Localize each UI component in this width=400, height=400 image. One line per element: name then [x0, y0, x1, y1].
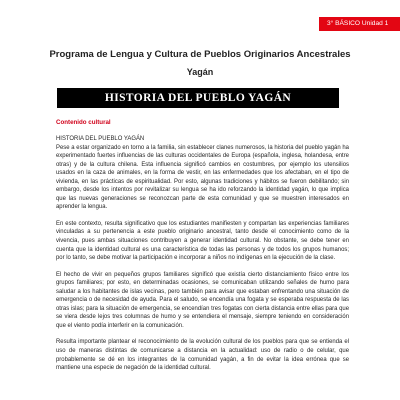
title-banner: HISTORIA DEL PUEBLO YAGÁN [57, 88, 339, 108]
content-heading: HISTORIA DEL PUEBLO YAGÁN [56, 136, 145, 142]
section-label: Contenido cultural [56, 119, 111, 126]
paragraph: En este contexto, resulta significativo que los estudiantes manifiesten y compartan las experiencias familiares vinculadas a su pertenencia a este pueblo originario ancestral, tanto desde el conocimiento como de la vivencia, pues ambas situaciones contribuyen a generar identidad cultural. No obstante, se debe tener en cuenta que la identidad cultural es una característica de todas las personas y de todos los grupos humanos; por lo tanto, se debe motivar la participación e incorporar a niños no indígenas en la ejecución de la clase. [56, 220, 349, 262]
people-subtitle: Yagán [186, 67, 214, 77]
content-body [56, 135, 349, 381]
program-title: Programa de Lengua y Cultura de Pueblos Originarios Ancestrales [49, 49, 351, 60]
paragraph: El hecho de vivir en pequeños grupos familiares significó que existía cierto distanciamiento físico entre los grupos familiares; por esto, en determinadas ocasiones, se comunicaban utilizando señales de humo para saludar a los habitantes de islas vecinas, pero también para avisar que estaban enfrentando una situación de emergencia o de necesidad de ayuda. Para el saludo, se encendía una fogata y se esperaba respuesta de las otras islas; para la situación de emergencia, se encendían tres fogatas con cierta distancia entre ellas para que se viera desde lejos tres columnas de humo y se entendiera el mensaje, siempre teniendo en consideración que el viento podía interferir en la comunicación. [56, 271, 349, 329]
paragraph: Pese a estar organizado en torno a la familia, sin establecer clanes numerosos, la historia del pueblo yagán ha experimentado fuertes influencias de las culturas occidentales de Europa (española, inglesa, holandesa, entre otras) y de la cultura chilena. Esta influencia significó cambios en costumbres, por ejemplo los utensilios usados en la caza de animales, en la forma de vestir, en las enfermedades que los afectaban, en el tipo de vivienda, en las prácticas de espiritualidad. Por esto, algunas tradiciones y hábitos se fueron debilitando; sin embargo, desde los intentos por revitalizar su lengua se ha ido reforzando la identidad yagán, lo que implica que las nuevas generaciones se reconozcan parte de esta comunidad y que se muestren interesados en aprender la lengua. [56, 144, 349, 211]
grade-unit-badge: 3° BÁSICO Unidad 1 [319, 17, 400, 31]
paragraph: Resulta importante plantear el reconocimiento de la evolución cultural de los pueblos para que se entienda el uso de maneras distintas de comunicarse a distancia en la actualidad: uso de radio o de celular, que probablemente se dé en los integrantes de la comunidad yagán, a fin de evitar la idea errónea que se mantiene una especie de negación de la identidad cultural. [56, 339, 349, 372]
